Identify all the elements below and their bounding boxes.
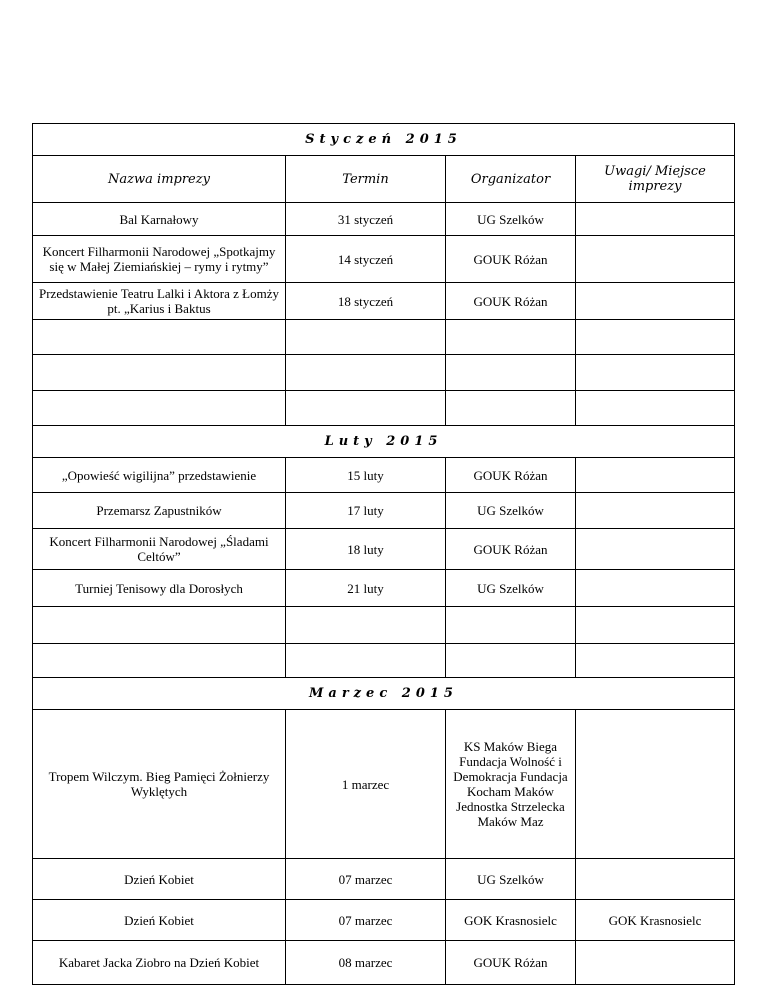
event-organizer: UG Szelków	[446, 203, 576, 236]
event-notes	[576, 203, 735, 236]
table-row	[33, 900, 735, 941]
event-notes	[576, 529, 735, 570]
event-notes	[576, 570, 735, 607]
event-organizer: GOK Krasnosielc	[446, 900, 576, 941]
event-name: Kabaret Jacka Ziobro na Dzień Kobiet	[33, 941, 286, 985]
event-date: 31 styczeń	[286, 203, 446, 236]
event-date: 18 styczeń	[286, 283, 446, 320]
month-row-march	[33, 678, 735, 710]
table-row	[33, 203, 735, 236]
event-name: Tropem Wilczym. Bieg Pamięci Żołnierzy Wyklętych	[33, 710, 286, 859]
event-name: Dzień Kobiet	[33, 859, 286, 900]
event-notes	[576, 859, 735, 900]
empty-row	[33, 391, 735, 426]
empty-row	[33, 320, 735, 355]
table-row	[33, 710, 735, 859]
event-date: 07 marzec	[286, 900, 446, 941]
month-title: Styczeń 2015	[33, 124, 735, 156]
table-row	[33, 529, 735, 570]
header-row	[33, 156, 735, 203]
event-date: 18 luty	[286, 529, 446, 570]
table-row	[33, 493, 735, 529]
event-name: Koncert Filharmonii Narodowej „Spotkajmy się w Małej Ziemiańskiej – rymy i rytmy”	[33, 236, 286, 283]
event-date: 21 luty	[286, 570, 446, 607]
month-title: Luty 2015	[33, 426, 735, 458]
event-organizer: GOUK Różan	[446, 941, 576, 985]
event-notes	[576, 493, 735, 529]
event-name: Przedstawienie Teatru Lalki i Aktora z Łomży pt. „Karius i Baktus	[33, 283, 286, 320]
empty-row	[33, 355, 735, 391]
table-row	[33, 236, 735, 283]
event-organizer: KS Maków Biega Fundacja Wolność i Demokracja Fundacja Kocham Maków Jednostka Strzelecka Maków Maz	[446, 710, 576, 859]
column-header-organizer: Organizator	[446, 156, 576, 203]
column-header-name: Nazwa imprezy	[33, 156, 286, 203]
table-row	[33, 570, 735, 607]
empty-row	[33, 644, 735, 678]
event-organizer: GOUK Różan	[446, 458, 576, 493]
table-row	[33, 458, 735, 493]
empty-row	[33, 607, 735, 644]
event-organizer: UG Szelków	[446, 570, 576, 607]
event-notes	[576, 710, 735, 859]
table-row	[33, 941, 735, 985]
event-name: Koncert Filharmonii Narodowej „Śladami Celtów”	[33, 529, 286, 570]
event-notes	[576, 283, 735, 320]
table-row	[33, 859, 735, 900]
month-row-january	[33, 124, 735, 156]
event-date: 15 luty	[286, 458, 446, 493]
event-name: „Opowieść wigilijna” przedstawienie	[33, 458, 286, 493]
month-row-february	[33, 426, 735, 458]
event-name: Dzień Kobiet	[33, 900, 286, 941]
event-notes: GOK Krasnosielc	[576, 900, 735, 941]
event-date: 08 marzec	[286, 941, 446, 985]
column-header-date: Termin	[286, 156, 446, 203]
event-date: 17 luty	[286, 493, 446, 529]
event-notes	[576, 458, 735, 493]
event-name: Przemarsz Zapustników	[33, 493, 286, 529]
event-date: 1 marzec	[286, 710, 446, 859]
event-name: Turniej Tenisowy dla Dorosłych	[33, 570, 286, 607]
event-organizer: UG Szelków	[446, 859, 576, 900]
month-title: Marzec 2015	[33, 678, 735, 710]
event-organizer: GOUK Różan	[446, 236, 576, 283]
event-organizer: GOUK Różan	[446, 283, 576, 320]
event-organizer: GOUK Różan	[446, 529, 576, 570]
event-date: 07 marzec	[286, 859, 446, 900]
event-organizer: UG Szelków	[446, 493, 576, 529]
event-notes	[576, 236, 735, 283]
event-date: 14 styczeń	[286, 236, 446, 283]
column-header-notes: Uwagi/ Miejsce imprezy	[576, 156, 735, 203]
event-name: Bal Karnałowy	[33, 203, 286, 236]
table-row	[33, 283, 735, 320]
event-notes	[576, 941, 735, 985]
event-schedule-table	[32, 123, 735, 985]
